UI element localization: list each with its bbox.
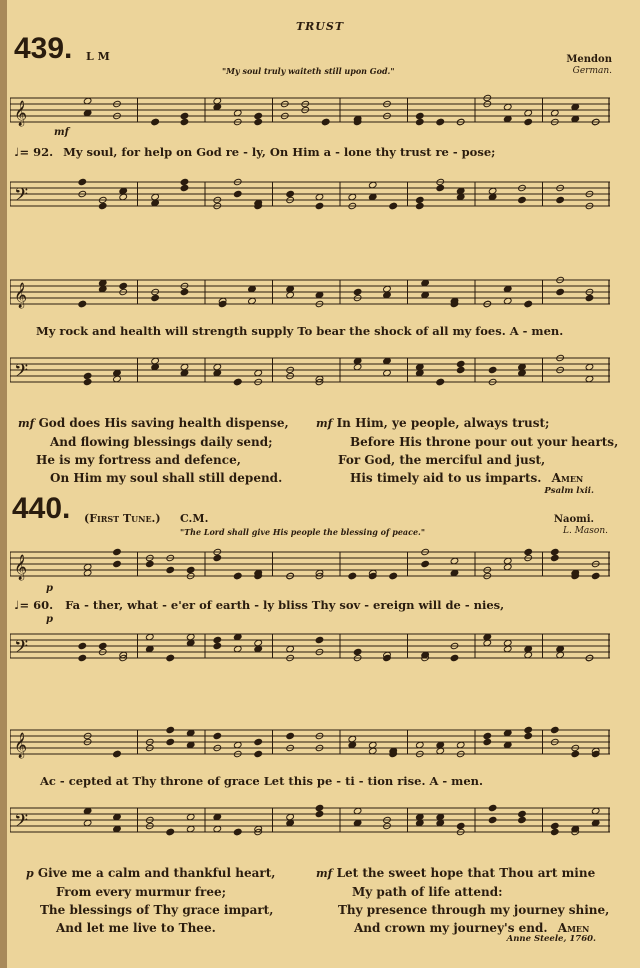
- hymn-440-bass-staff-1: [10, 622, 610, 678]
- note-head: [488, 366, 497, 373]
- note-head: [151, 294, 160, 301]
- dynamic-mark: p: [46, 583, 53, 594]
- note-head: [78, 642, 87, 649]
- note-head: [524, 300, 533, 307]
- verse-line: He is my fortress and defence,: [36, 453, 241, 467]
- verse-line: mf Let the sweet hope that Thou art mine: [316, 866, 596, 880]
- hymn-440-treble-staff-1: [10, 540, 610, 592]
- metronome-mark: = 92.: [19, 145, 54, 159]
- note-head: [166, 738, 175, 745]
- hymn-440-tune-label: (First Tune.): [84, 512, 161, 525]
- hymn-440-number: 440.: [12, 492, 71, 525]
- note-head: [456, 822, 465, 829]
- note-head: [556, 196, 565, 203]
- note-head: [556, 288, 565, 295]
- note-head: [416, 202, 425, 209]
- note-head: [315, 202, 324, 209]
- music-staff-svg: [10, 346, 610, 402]
- note-head: [83, 372, 92, 379]
- treble-clef-icon: 𝄞: [14, 555, 28, 580]
- note-head: [483, 732, 492, 739]
- music-staff-svg: [10, 268, 610, 320]
- note-head: [524, 726, 533, 733]
- hymn-439-tune-name: Mendon: [566, 54, 612, 65]
- note-head: [180, 288, 189, 295]
- verse-line: And flowing blessings daily send;: [50, 435, 273, 449]
- amen-label: Amen: [551, 471, 584, 485]
- verse-dynamic: mf: [316, 417, 333, 430]
- note-head: [524, 548, 533, 555]
- music-staff-svg: [10, 86, 610, 138]
- note-head: [383, 654, 392, 661]
- treble-clef-icon: 𝄞: [14, 733, 28, 758]
- page-binding-edge: [0, 0, 7, 968]
- note-head: [348, 572, 357, 579]
- note-head: [213, 642, 222, 649]
- note-head: [483, 738, 492, 745]
- verse-line: The blessings of Thy grace impart,: [40, 903, 274, 917]
- verse-line: His timely aid to us imparts. Amen: [350, 471, 584, 485]
- music-staff-svg: [10, 796, 610, 852]
- note-head: [78, 300, 87, 307]
- note-head: [353, 288, 362, 295]
- note-head: [166, 566, 175, 573]
- hymn-440-bass-staff-2: [10, 796, 610, 852]
- note-head: [421, 560, 430, 567]
- note-head: [585, 294, 594, 301]
- note-head: [151, 118, 160, 125]
- verse-dynamic: mf: [316, 867, 333, 880]
- note-head: [113, 548, 122, 555]
- hymn-439-number: 439.: [14, 32, 73, 65]
- note-head: [315, 804, 324, 811]
- note-head: [233, 190, 242, 197]
- hymn-439-meter: L M: [86, 50, 110, 63]
- hymn-439-bass-staff-2: [10, 346, 610, 402]
- note-head: [180, 118, 189, 125]
- note-head: [98, 202, 107, 209]
- verse-line: On Him my soul shall still depend.: [50, 471, 283, 485]
- note-head: [571, 750, 580, 757]
- hymn-440-treble-staff-2: [10, 718, 610, 770]
- metronome-mark: = 60.: [19, 598, 54, 612]
- note-head: [389, 572, 398, 579]
- note-head: [551, 554, 560, 561]
- hymn-440-lyric-line-2: Ac - cepted at Thy throne of grace Let this pe - ti - tion rise. A - men.: [40, 774, 484, 788]
- note-head: [233, 572, 242, 579]
- verse-line: p Give me a calm and thankful heart,: [26, 866, 276, 880]
- verse-dynamic: p: [26, 867, 34, 880]
- verse-line: Thy presence through my journey shine,: [338, 903, 610, 917]
- note-head: [218, 300, 227, 307]
- note-head: [254, 738, 263, 745]
- hymn-440-verse-3: [316, 864, 609, 937]
- metronome-note-icon: ♩: [14, 145, 20, 159]
- note-head: [551, 548, 560, 555]
- note-head: [213, 636, 222, 643]
- note-head: [83, 378, 92, 385]
- hymn-439-origin: German.: [572, 66, 612, 76]
- lyric-text: My soul, for help on God re - ly, On Him a - lone thy trust re - pose;: [63, 145, 496, 159]
- hymn-440-epigraph: "The Lord shall give His people the blessing of peace.": [180, 527, 425, 537]
- hymn-439-lyric-line-2: My rock and health will strength supply To bear the shock of all my foes. A - men.: [36, 324, 564, 338]
- hymn-439-verse-2: [18, 414, 289, 487]
- amen-label: Amen: [557, 921, 590, 935]
- bass-clef-icon: 𝄢: [14, 185, 29, 210]
- note-head: [119, 282, 128, 289]
- note-head: [389, 202, 398, 209]
- note-head: [113, 560, 122, 567]
- hymn-440-verse-2: [26, 864, 275, 937]
- note-head: [78, 654, 87, 661]
- metronome-note-icon: ♩: [14, 598, 20, 612]
- note-head: [416, 112, 425, 119]
- music-staff-svg: [10, 540, 610, 592]
- note-head: [186, 566, 195, 573]
- hymn-439-reference: Psalm lxii.: [544, 486, 594, 496]
- music-staff-svg: [10, 718, 610, 770]
- note-head: [315, 636, 324, 643]
- note-head: [233, 378, 242, 385]
- lyric-text: Fa - ther, what - e'er of earth - ly bliss Thy sov - ereign will de - nies,: [65, 598, 505, 612]
- dynamic-mark: mf: [54, 127, 69, 138]
- bass-clef-icon: 𝄢: [14, 361, 29, 386]
- note-head: [524, 732, 533, 739]
- note-head: [436, 184, 445, 191]
- verse-dynamic: mf: [18, 417, 35, 430]
- hymn-439-treble-staff-2: [10, 268, 610, 320]
- bass-clef-icon: 𝄢: [14, 637, 29, 662]
- music-staff-svg: [10, 622, 610, 678]
- note-head: [416, 118, 425, 125]
- verse-line: My path of life attend:: [352, 885, 503, 899]
- note-head: [436, 118, 445, 125]
- note-head: [254, 118, 263, 125]
- treble-clef-icon: 𝄞: [14, 101, 28, 126]
- note-head: [368, 572, 377, 579]
- note-head: [180, 112, 189, 119]
- hymn-439-epigraph: "My soul truly waiteth still upon God.": [222, 66, 395, 76]
- note-head: [518, 196, 527, 203]
- note-head: [166, 726, 175, 733]
- hymn-439-treble-staff-1: [10, 86, 610, 138]
- verse-line: mf In Him, ye people, always trust;: [316, 416, 550, 430]
- note-head: [98, 642, 107, 649]
- note-head: [524, 118, 533, 125]
- note-head: [551, 822, 560, 829]
- note-head: [551, 828, 560, 835]
- note-head: [254, 750, 263, 757]
- note-head: [146, 560, 155, 567]
- note-head: [166, 828, 175, 835]
- verse-line: And crown my journey's end. Amen: [354, 921, 590, 935]
- music-staff-svg: [10, 170, 610, 226]
- note-head: [180, 178, 189, 185]
- dynamic-mark: p: [46, 614, 53, 625]
- note-head: [233, 828, 242, 835]
- note-head: [180, 184, 189, 191]
- note-head: [213, 554, 222, 561]
- note-head: [518, 816, 527, 823]
- note-head: [488, 804, 497, 811]
- note-head: [213, 732, 222, 739]
- note-head: [518, 810, 527, 817]
- note-head: [450, 654, 459, 661]
- verse-line: From every murmur free;: [56, 885, 227, 899]
- note-head: [166, 654, 175, 661]
- verse-line: Before His throne pour out your hearts,: [350, 435, 619, 449]
- hymn-440-meter: C.M.: [180, 512, 209, 525]
- note-head: [353, 648, 362, 655]
- hymn-440-lyric-line-1: [14, 598, 504, 612]
- note-head: [416, 196, 425, 203]
- page-header: TRUST: [295, 20, 345, 33]
- hymn-440-tune-name: Naomi.: [553, 514, 594, 525]
- note-head: [591, 572, 600, 579]
- note-head: [551, 726, 560, 733]
- verse-line: mf God does His saving health dispense,: [18, 416, 289, 430]
- hymn-439-bass-staff-1: [10, 170, 610, 226]
- hymn-439-verse-3: [316, 414, 618, 487]
- note-head: [456, 366, 465, 373]
- verse-line: For God, the merciful and just,: [338, 453, 546, 467]
- hymn-440-composer: L. Mason.: [563, 526, 608, 536]
- note-head: [78, 178, 87, 185]
- treble-clef-icon: 𝄞: [14, 283, 28, 308]
- note-head: [286, 732, 295, 739]
- note-head: [315, 810, 324, 817]
- verse-line: And let me live to Thee.: [56, 921, 216, 935]
- note-head: [286, 190, 295, 197]
- bass-clef-icon: 𝄢: [14, 811, 29, 836]
- hymn-439-lyric-line-1: [14, 145, 495, 159]
- note-head: [456, 360, 465, 367]
- note-head: [488, 816, 497, 823]
- note-head: [254, 112, 263, 119]
- note-head: [591, 750, 600, 757]
- hymn-440-credit: Anne Steele, 1760.: [506, 934, 596, 944]
